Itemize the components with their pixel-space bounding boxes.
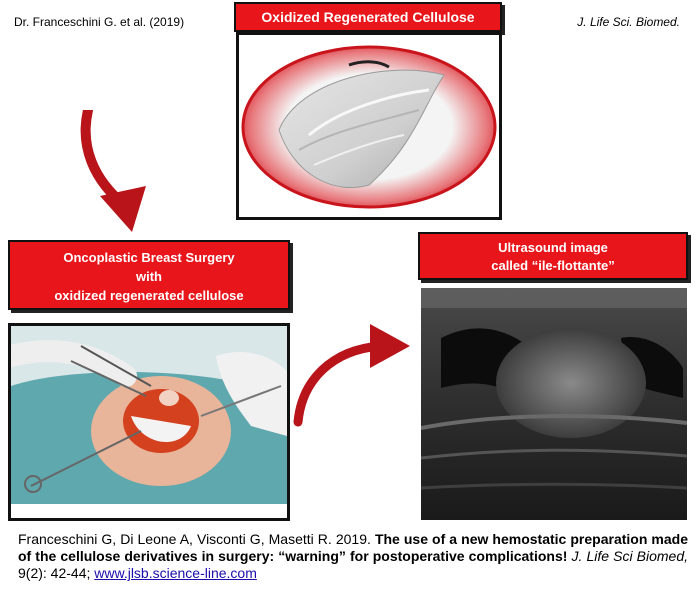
citation-link[interactable]: www.jlsb.science-line.com <box>94 565 257 581</box>
label-left-line1: Oncoplastic Breast Surgery <box>63 250 235 265</box>
label-right-line2: called “ile-flottante” <box>491 258 615 273</box>
header-journal: J. Life Sci. Biomed. <box>577 15 680 29</box>
surgery-illustration <box>11 326 287 518</box>
citation-authors: Franceschini G, Di Leone A, Visconti G, Masetti R. 2019. <box>18 531 371 547</box>
label-left-line2: with <box>136 269 162 284</box>
citation-volume: 9(2): 42-44; <box>18 565 91 581</box>
citation-journal: J. Life Sci Biomed, <box>571 548 689 564</box>
image-breast-surgery <box>8 323 290 521</box>
cellulose-illustration <box>239 35 499 217</box>
label-left-line3: oxidized regenerated cellulose <box>54 288 244 303</box>
ultrasound-illustration <box>421 288 687 520</box>
image-ultrasound <box>418 285 690 523</box>
image-cellulose-product <box>236 32 502 220</box>
citation-caption <box>18 531 688 582</box>
citation-title: The use of a new hemostatic preparation made of the cellulose derivatives in surgery: “warning” for postoperative complications! <box>18 531 689 564</box>
label-oncoplastic-surgery <box>8 240 290 310</box>
header-author-year: Dr. Franceschini G. et al. (2019) <box>14 15 185 29</box>
curved-arrow-right-icon <box>292 310 412 430</box>
label-oxidized-regenerated-cellulose: Oxidized Regenerated Cellulose <box>234 2 502 32</box>
label-ultrasound <box>418 232 688 280</box>
curved-arrow-down-left-icon <box>70 110 150 240</box>
label-right-line1: Ultrasound image <box>498 240 608 255</box>
